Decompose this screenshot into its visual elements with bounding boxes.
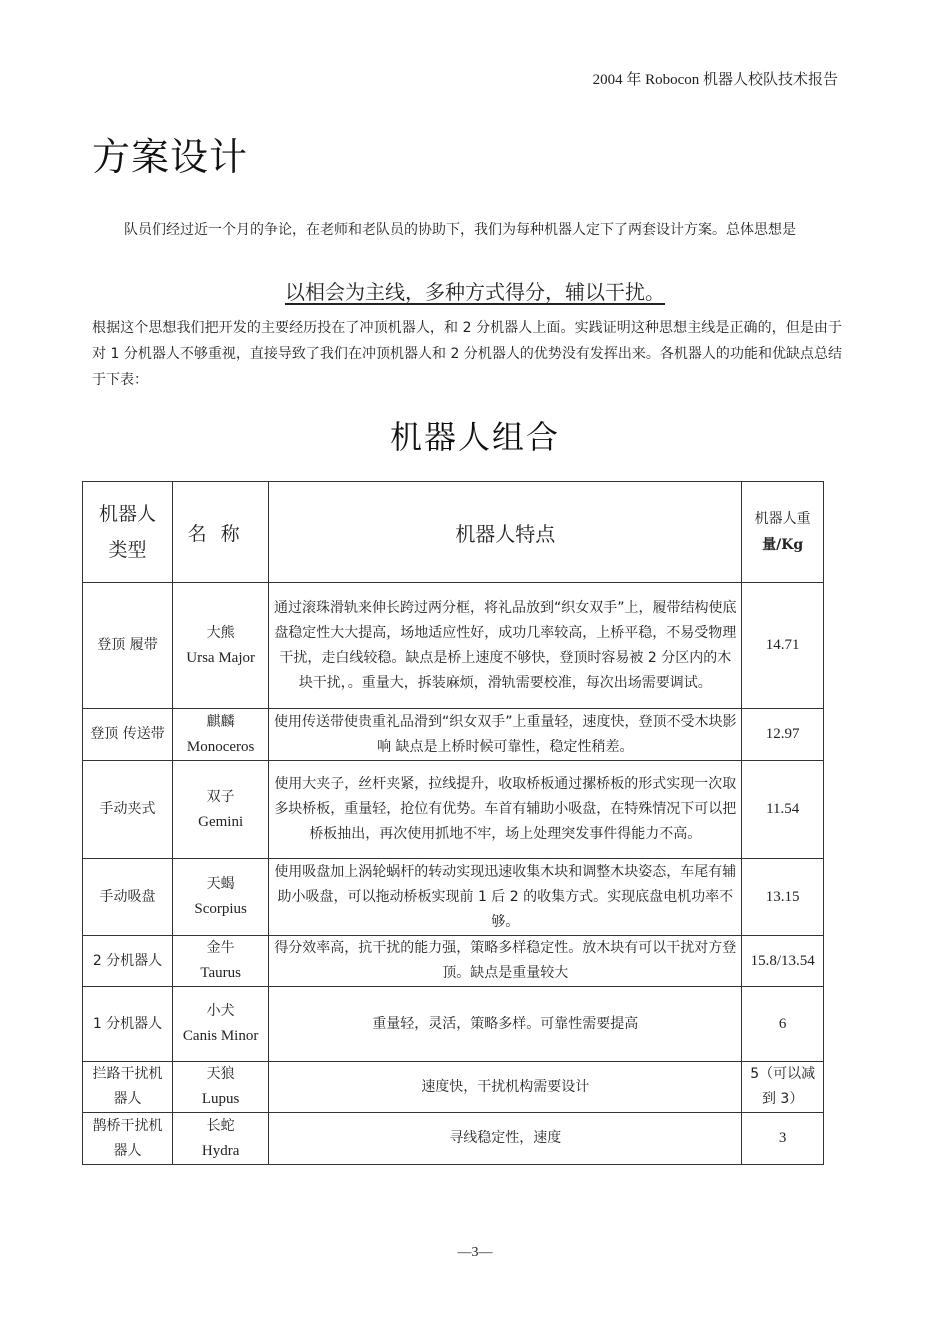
- design-motto: [0, 276, 950, 305]
- robot-features: 重量轻，灵活，策略多样。可靠性需要提高: [269, 987, 742, 1062]
- header-weight-line1: 机器人重: [754, 511, 811, 527]
- table-row: [83, 709, 824, 761]
- robot-name: [173, 761, 269, 859]
- summary-paragraph: 根据这个思想我们把开发的主要经历投在了冲顶机器人，和 2 分机器人上面。实践证明这种思想主线是正确的，但是由于对 1 分机器人不够重视，直接导致了我们在冲顶机器人和 2 分机器人的优势没有发挥出来。各机器人的功能和优缺点总结于下表：: [92, 320, 842, 388]
- robot-name-cn: 麒麟: [206, 713, 235, 730]
- robot-name: [173, 936, 269, 987]
- page-number: —3—: [457, 1245, 493, 1260]
- table-row: [83, 987, 824, 1062]
- robot-type: 手动吸盘: [83, 859, 173, 936]
- robot-type: 鹊桥干扰机器人: [83, 1113, 173, 1165]
- robot-name: [173, 987, 269, 1062]
- robot-name: [173, 1062, 269, 1113]
- robot-name: [173, 583, 269, 709]
- robot-table: [82, 481, 824, 1165]
- robot-type: 登顶 传送带: [83, 709, 173, 761]
- motto-text: 以相会为主线，多种方式得分，辅以干扰。: [285, 280, 665, 304]
- robot-features: 使用大夹子，丝杆夹紧，拉线提升，收取桥板通过摞桥板的形式实现一次取多块桥板，重量轻，抢位有优势。车首有辅助小吸盘，在特殊情况下可以把桥板抽出，再次使用抓地不牢，场上处理突发事件得能力不高。: [269, 761, 742, 859]
- table-row: [83, 936, 824, 987]
- robot-features: 速度快，干扰机构需要设计: [269, 1062, 742, 1113]
- robot-type: 2 分机器人: [83, 936, 173, 987]
- robot-features: 使用吸盘加上涡轮蜗杆的转动实现迅速收集木块和调整木块姿态，车尾有辅助小吸盘，可以拖动桥板实现前 1 后 2 的收集方式。实现底盘电机功率不够。: [269, 859, 742, 936]
- table-header-row: [83, 482, 824, 583]
- robot-weight: 13.15: [742, 859, 824, 936]
- header-name: 名称: [173, 482, 269, 583]
- header-type-line1: 机器人: [98, 503, 156, 525]
- robot-name-cn: 天蝎: [206, 876, 235, 892]
- robot-name-cn: 大熊: [206, 624, 235, 641]
- robot-weight: 5（可以减到 3）: [742, 1062, 824, 1113]
- table-row: [83, 1113, 824, 1165]
- robot-features: 通过滚珠滑轨来伸长跨过两分框，将礼品放到“织女双手”上，履带结构使底盘稳定性大大提高，场地适应性好，成功几率较高，上桥平稳，不易受物理干扰，走白线较稳。缺点是桥上速度不够快，登顶时容易被 2 分区内的木块干扰，。重量大，拆装麻烦，滑轨需要校准，每次出场需要调试。: [269, 583, 742, 709]
- robot-name-en: Scorpius: [194, 901, 247, 917]
- robot-weight: 14.71: [742, 583, 824, 709]
- robot-name-cn: 金牛: [206, 940, 235, 956]
- header-type-line2: 类型: [108, 539, 147, 561]
- robot-weight: 6: [742, 987, 824, 1062]
- header-weight: [742, 482, 824, 583]
- robot-name-cn: 长蛇: [206, 1117, 235, 1134]
- robot-weight: 11.54: [742, 761, 824, 859]
- robot-name-en: Lupus: [201, 1091, 240, 1107]
- robot-name-en: Hydra: [201, 1142, 240, 1159]
- table-row: [83, 583, 824, 709]
- header-weight-line2: [746, 532, 819, 558]
- robot-name-cn: 天狼: [206, 1066, 235, 1082]
- robot-name-cn: 双子: [206, 788, 235, 805]
- robot-name-en: Gemini: [198, 813, 244, 830]
- robot-weight: 12.97: [742, 709, 824, 761]
- section-title: 方案设计: [92, 135, 249, 179]
- header-type: [83, 482, 173, 583]
- robot-type: 拦路干扰机器人: [83, 1062, 173, 1113]
- robot-features: 得分效率高，抗干扰的能力强，策略多样稳定性。放木块有可以干扰对方登顶。缺点是重量较大: [269, 936, 742, 987]
- header-features: 机器人特点: [269, 482, 742, 583]
- robot-type: 1 分机器人: [83, 987, 173, 1062]
- robot-features: 寻线稳定性，速度: [269, 1113, 742, 1165]
- robot-name-en: Canis Minor: [182, 1028, 259, 1044]
- table-row: [83, 761, 824, 859]
- robot-name-cn: 小犬: [206, 1003, 235, 1019]
- table-row: [83, 1062, 824, 1113]
- robot-weight: 15.8/13.54: [742, 936, 824, 987]
- header-weight-unit: 量/Kg: [762, 537, 804, 553]
- robot-name-en: Ursa Major: [186, 649, 255, 666]
- robot-name-en: Monoceros: [186, 738, 255, 755]
- robot-name: [173, 1113, 269, 1165]
- robot-type: 登顶 履带: [83, 583, 173, 709]
- table-row: [83, 859, 824, 936]
- robot-type: 手动夹式: [83, 761, 173, 859]
- table-title: 机器人组合: [389, 418, 560, 456]
- robot-name: [173, 859, 269, 936]
- intro-paragraph: [92, 217, 842, 243]
- robot-name-en: Taurus: [200, 965, 241, 981]
- robot-weight: 3: [742, 1113, 824, 1165]
- running-header: 2004 年 Robocon 机器人校队技术报告: [592, 72, 838, 88]
- robot-name: [173, 709, 269, 761]
- intro-paragraph-text: 队员们经过近一个月的争论，在老师和老队员的协助下，我们为每种机器人定下了两套设计方案。总体思想是: [124, 222, 796, 238]
- robot-features: 使用传送带使贵重礼品滑到“织女双手”上重量轻，速度快，登顶不受木块影响 缺点是上桥时候可靠性，稳定性稍差。: [269, 709, 742, 761]
